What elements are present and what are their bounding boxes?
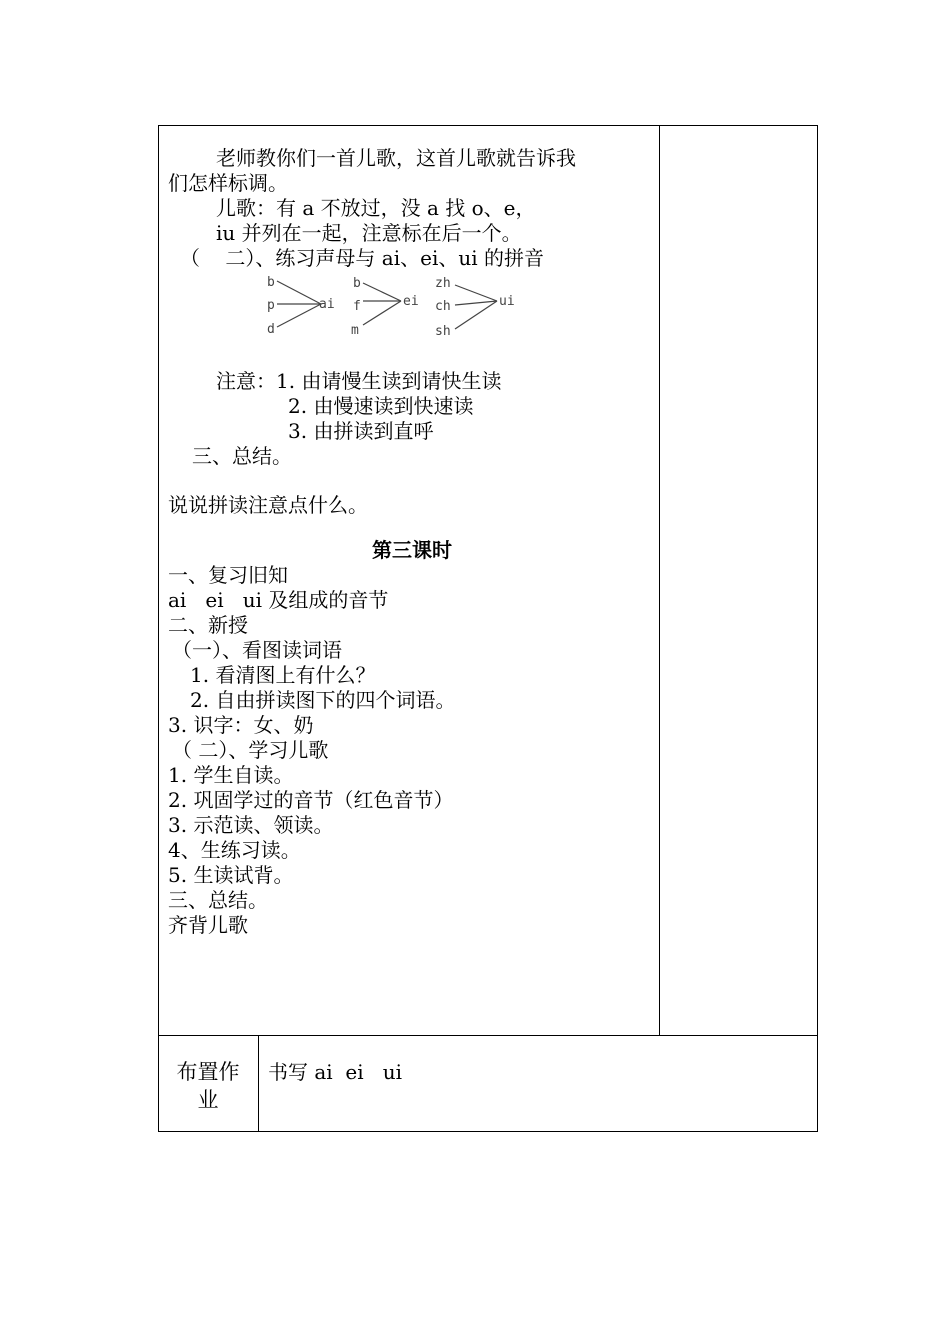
- diagram-group-ei: [363, 283, 401, 325]
- list-item: 3. 识字：女、奶: [168, 713, 314, 737]
- diagram-initial: sh: [435, 324, 451, 339]
- diagram-initial: b: [353, 276, 361, 291]
- list-item: （ 二）、学习儿歌: [172, 738, 329, 762]
- homework-divider: [258, 1035, 259, 1132]
- summary-heading: 三、总结。: [192, 444, 292, 468]
- homework-label-line: 布置作: [176, 1060, 240, 1084]
- list-item: 5. 生读试背。: [168, 863, 294, 887]
- diagram-initial: d: [267, 322, 275, 337]
- song-line: 儿歌：有 a 不放过，没 a 找 o、e，: [216, 196, 536, 220]
- diagram-final: ei: [403, 294, 419, 309]
- homework-text: 书写 ai ei ui: [268, 1060, 402, 1084]
- list-item: 齐背儿歌: [168, 913, 248, 937]
- list-item: （一）、看图读词语: [172, 638, 342, 662]
- song-line: iu 并列在一起，注意标在后一个。: [216, 221, 522, 245]
- pinyin-diagram: [168, 273, 656, 349]
- list-item: 1. 看清图上有什么？: [190, 663, 376, 687]
- row-divider: [158, 1035, 818, 1036]
- lesson-title: 第三课时: [372, 538, 452, 562]
- list-item: 2. 自由拼读图下的四个词语。: [190, 688, 456, 712]
- homework-label-line: 业: [197, 1088, 219, 1112]
- list-item: ai ei ui 及组成的音节: [168, 588, 389, 612]
- list-item: 二、新授: [168, 613, 248, 637]
- homework-label: [158, 1058, 258, 1114]
- diagram-initial: b: [267, 275, 275, 290]
- intro-line: 们怎样标调。: [168, 171, 288, 195]
- diagram-final: ai: [319, 297, 335, 312]
- intro-line: 老师教你们一首儿歌，这首儿歌就告诉我: [216, 146, 576, 170]
- diagram-initial: m: [351, 323, 359, 338]
- list-item: 1. 学生自读。: [168, 763, 294, 787]
- list-item: 2. 巩固学过的音节（红色音节）: [168, 788, 454, 812]
- diagram-group-ui: [455, 285, 497, 329]
- section-heading: （ 二）、练习声母与 ai、ei、ui 的拼音: [180, 246, 544, 270]
- note-line: 3. 由拼读到直呼: [288, 419, 434, 443]
- lesson-content: [168, 146, 656, 938]
- list-item: 一、复习旧知: [168, 563, 288, 587]
- diagram-group-ai: [277, 281, 321, 327]
- diagram-initial: f: [353, 299, 361, 314]
- diagram-initial: zh: [435, 276, 451, 291]
- note-line: 2. 由慢速读到快速读: [288, 394, 474, 418]
- list-item: 三、总结。: [168, 888, 268, 912]
- column-divider: [659, 125, 660, 1036]
- diagram-final: ui: [499, 294, 515, 309]
- diagram-initial: ch: [435, 299, 451, 314]
- diagram-initial: p: [267, 298, 275, 313]
- note-line: 注意：1. 由请慢生读到请快生读: [216, 369, 502, 393]
- list-item: 3. 示范读、领读。: [168, 813, 334, 837]
- summary-question: 说说拼读注意点什么。: [168, 493, 368, 517]
- list-item: 4、生练习读。: [168, 838, 301, 862]
